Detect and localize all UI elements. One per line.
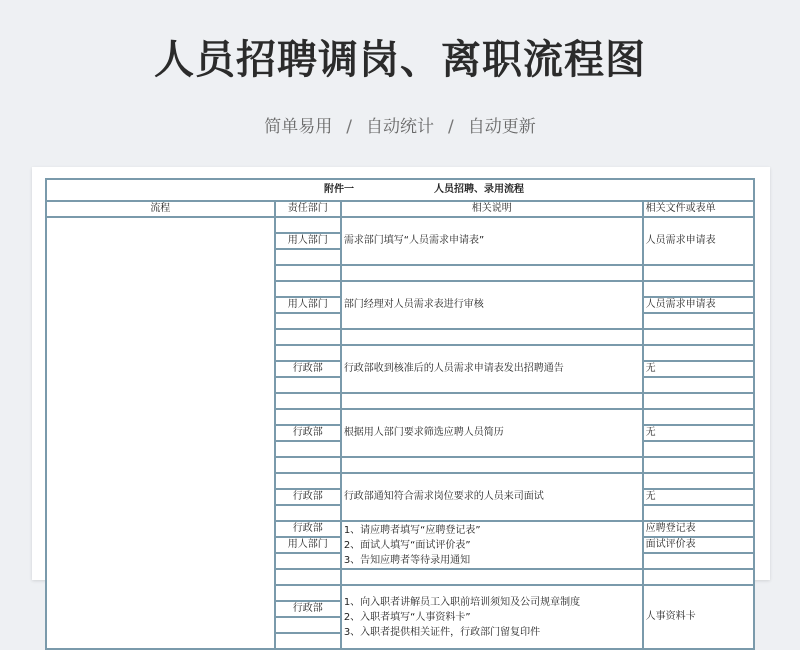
desc-cell: 部门经理对人员需求表进行审核	[342, 282, 642, 328]
dept-cell	[276, 314, 340, 328]
doc-cell	[644, 282, 753, 296]
subtitle-item-auto-update: 自动更新	[467, 117, 536, 137]
dept-cell: 行政部	[276, 602, 340, 616]
desc-cell: 行政部收到核准后的人员需求申请表发出招聘通告	[342, 346, 642, 392]
dept-cell	[276, 266, 340, 280]
desc-cell-multiline	[342, 586, 642, 648]
dept-cell	[276, 250, 340, 264]
dept-cell: 用人部门	[276, 538, 340, 552]
desc-cell	[342, 458, 642, 472]
dept-cell: 行政部	[276, 490, 340, 504]
desc-cell	[342, 266, 642, 280]
page-subtitle	[0, 112, 800, 137]
dept-cell	[276, 474, 340, 488]
doc-cell: 应聘登记表	[644, 522, 753, 536]
doc-cell: 人员需求申请表	[644, 218, 753, 264]
recruitment-flow-table	[45, 178, 755, 650]
doc-cell: 人员需求申请表	[644, 298, 753, 312]
header-desc: 相关说明	[342, 202, 642, 216]
spreadsheet-preview	[32, 167, 770, 638]
dept-cell: 行政部	[276, 362, 340, 376]
subtitle-separator: /	[346, 117, 352, 137]
doc-cell: 无	[644, 362, 753, 376]
doc-cell	[644, 458, 753, 472]
doc-cell	[644, 474, 753, 488]
dept-cell: 用人部门	[276, 234, 340, 248]
table-row	[47, 218, 753, 232]
header-flow: 流程	[47, 202, 274, 216]
dept-cell	[276, 506, 340, 520]
doc-cell	[644, 554, 753, 568]
desc-line: 3、入职者提供相关证件，行政部门留复印件	[343, 626, 541, 638]
dept-cell	[276, 410, 340, 424]
dept-cell: 行政部	[276, 426, 340, 440]
desc-line: 3、告知应聘者等待录用通知	[343, 554, 471, 566]
doc-cell: 人事资料卡	[644, 586, 753, 648]
doc-cell	[644, 330, 753, 344]
doc-cell	[644, 346, 753, 360]
subtitle-separator: /	[448, 117, 454, 137]
page-title: 人员招聘调岗、离职流程图	[154, 37, 646, 83]
dept-cell	[276, 218, 340, 232]
desc-line: 2、面试人填写“面试评价表”	[343, 539, 471, 551]
dept-cell	[276, 282, 340, 296]
dept-cell	[276, 442, 340, 456]
doc-cell	[644, 378, 753, 392]
dept-cell	[276, 570, 340, 584]
doc-cell	[644, 410, 753, 424]
doc-cell	[644, 394, 753, 408]
table-title-cell	[47, 180, 753, 200]
dept-cell	[276, 458, 340, 472]
dept-cell	[276, 554, 340, 568]
subtitle-item-easy: 简单易用	[264, 117, 333, 137]
table-title: 人员招聘、录用流程	[434, 184, 524, 195]
dept-cell	[276, 586, 340, 600]
table-title-row	[47, 180, 753, 200]
subtitle-item-auto-stats: 自动统计	[366, 117, 434, 137]
doc-cell	[644, 266, 753, 280]
desc-line: 1、向入职者讲解员工入职前培训须知及公司规章制度	[343, 596, 581, 608]
header-doc: 相关文件或表单	[644, 202, 753, 216]
header-dept: 责任部门	[276, 202, 340, 216]
dept-cell	[276, 618, 340, 632]
desc-line: 2、入职者填写“人事资料卡”	[343, 611, 471, 623]
doc-cell	[644, 506, 753, 520]
dept-cell: 用人部门	[276, 298, 340, 312]
dept-cell	[276, 394, 340, 408]
doc-cell	[644, 314, 753, 328]
desc-cell	[342, 394, 642, 408]
desc-line: 1、请应聘者填写“应聘登记表”	[343, 524, 481, 536]
doc-cell: 无	[644, 426, 753, 440]
flow-chart-cell	[47, 218, 274, 648]
dept-cell	[276, 378, 340, 392]
doc-cell	[644, 442, 753, 456]
dept-cell	[276, 346, 340, 360]
column-header-row	[47, 202, 753, 216]
doc-cell: 面试评价表	[644, 538, 753, 552]
dept-cell	[276, 634, 340, 648]
dept-cell	[276, 330, 340, 344]
doc-cell	[644, 570, 753, 584]
doc-cell: 无	[644, 490, 753, 504]
desc-cell: 需求部门填写“人员需求申请表”	[342, 218, 642, 264]
attachment-label: 附件一	[324, 184, 354, 195]
dept-cell: 行政部	[276, 522, 340, 536]
desc-cell: 行政部通知符合需求岗位要求的人员来司面试	[342, 474, 642, 520]
desc-cell	[342, 330, 642, 344]
desc-cell-multiline	[342, 522, 642, 568]
desc-cell	[342, 570, 642, 584]
desc-cell: 根据用人部门要求筛选应聘人员简历	[342, 410, 642, 456]
